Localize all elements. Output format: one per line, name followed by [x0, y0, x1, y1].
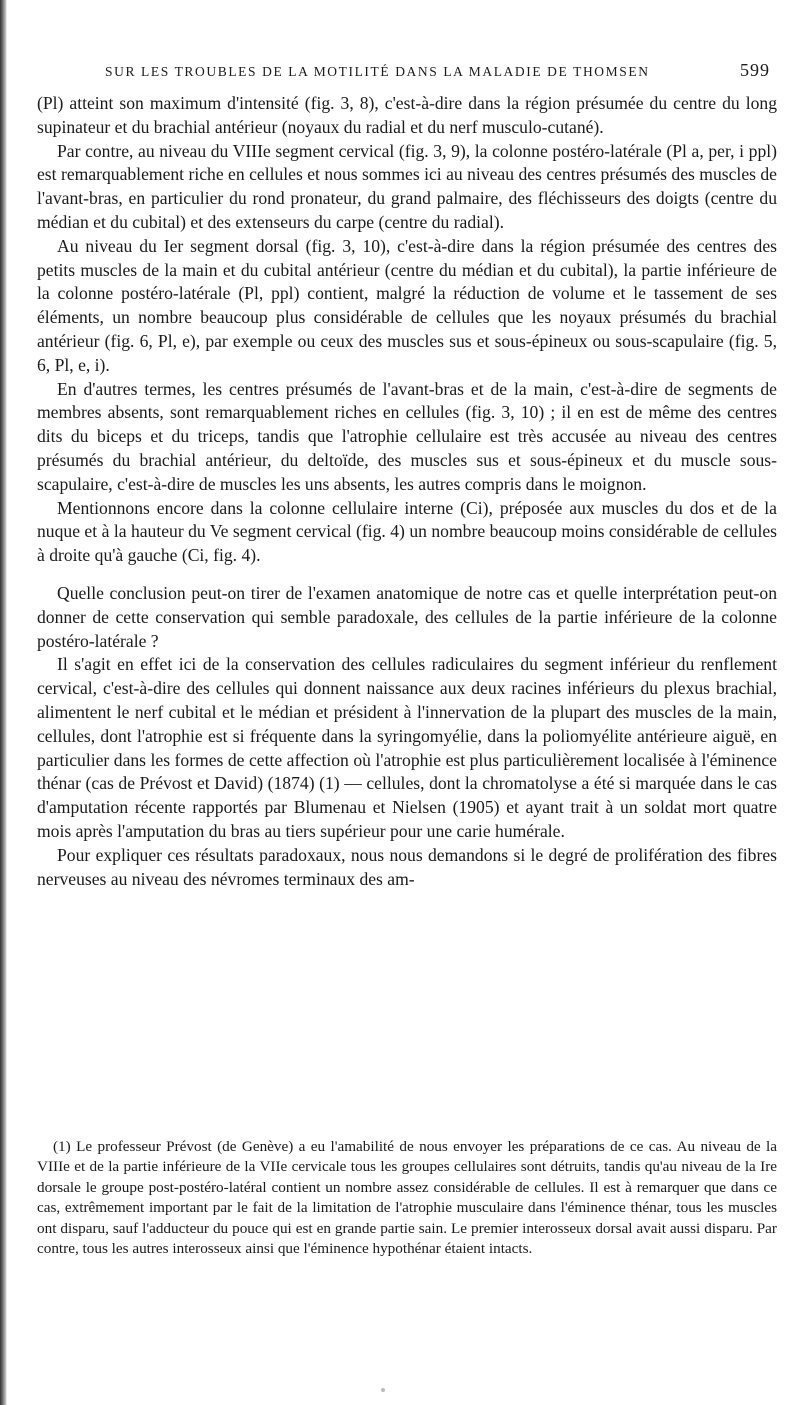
- paragraph: Pour expliquer ces résultats paradoxaux, nous nous demandons si le degré de prolifération des fibres nerveuses au niveau des névromes terminaux des am-: [37, 844, 777, 889]
- page-binding-edge: [0, 0, 7, 1405]
- running-title: SUR LES TROUBLES DE LA MOTILITÉ DANS LA MALADIE DE THOMSEN: [105, 64, 650, 79]
- paragraph: Quelle conclusion peut-on tirer de l'examen anatomique de notre cas et quelle interprétation peut-on donner de cette conservation qui semble paradoxale, des cellules de la partie inférieure de la colonne postéro-latérale ?: [37, 582, 777, 651]
- scan-speck: [381, 1388, 385, 1392]
- paragraph: Par contre, au niveau du VIIIe segment cervical (fig. 3, 9), la colonne postéro-latérale (Pl a, per, i ppl) est remarquablement riche en cellules et nous sommes ici au niveau des centres présumés des muscles de l'avant-bras, en particulier du rond pronateur, du grand palmaire, des fléchisseurs des doigts (centre du médian et du cubital) et des extenseurs du carpe (centre du radial).: [37, 140, 777, 232]
- paragraph: Mentionnons encore dans la colonne cellulaire interne (Ci), préposée aux muscles du dos et de la nuque et à la hauteur du Ve segment cervical (fig. 4) un nombre beaucoup moins considérable de cellules à droite qu'à gauche (Ci, fig. 4).: [37, 497, 777, 566]
- page-number: 599: [740, 60, 770, 80]
- paragraph: Il s'agit en effet ici de la conservation des cellules radiculaires du segment inférieur du renflement cervical, c'est-à-dire des cellules qui donnent naissance aux deux racines inférieurs du plexus brachial, alimentent le nerf cubital et le médian et président à l'innervation de la plupart des muscles de la main, cellules, dont l'atrophie est si fréquente dans la syringomyélie, dans la poliomyélite antérieure aiguë, en particulier dans les formes de cette affection où l'atrophie est plus particulièrement localisée à l'éminence thénar (cas de Prévost et David) (1874) (1) — cellules, dont la chromatolyse a été si marquée dans le cas d'amputation récente rapportés par Blumenau et Nielsen (1905) et ayant trait à un soldat mort quatre mois après l'amputation du bras au tiers supérieur pour une carie humérale.: [37, 654, 777, 841]
- paragraph: En d'autres termes, les centres présumés de l'avant-bras et de la main, c'est-à-dire de segments de membres absents, sont remarquablement riches en cellules (fig. 3, 10) ; il en est de même des centres dits du biceps et du triceps, tandis que l'atrophie cellulaire est très accusée au niveau des centres présumés du brachial antérieur, du deltoïde, des muscles sus et sous-épineux et du muscle sous-scapulaire, c'est-à-dire de muscles les uns absents, les autres compris dans le moignon.: [37, 378, 777, 494]
- footnote: (1) Le professeur Prévost (de Genève) a eu l'amabilité de nous envoyer les préparations de ce cas. Au niveau de la VIIIe et de la partie inférieure de la VIIe cervicale tous les groupes cellulaires sont détruits, tandis qu'au niveau de la Ire dorsale le groupe post-postéro-latéral contient un nombre assez considérable de cellules. Il est à remarquer que dans ce cas, extrêmement important par le fait de la limitation de l'atrophie musculaire dans l'éminence thénar, tous les muscles ont disparu, sauf l'adducteur du pouce qui est en grande partie sain. Le premier interosseux dorsal avait aussi disparu. Par contre, tous les autres interosseux ainsi que l'éminence hypothénar étaient intacts.: [37, 1138, 777, 1258]
- running-header: [105, 60, 770, 81]
- paragraph: (Pl) atteint son maximum d'intensité (fig. 3, 8), c'est-à-dire dans la région présumée du centre du long supinateur et du brachial antérieur (noyaux du radial et du nerf musculo-cutané).: [37, 93, 777, 137]
- paragraph: Au niveau du Ier segment dorsal (fig. 3, 10), c'est-à-dire dans la région présumée des centres des petits muscles de la main et du cubital antérieur (centre du médian et du cubital), la partie inférieure de la colonne postéro-latérale (Pl, ppl) contient, malgré la réduction de volume et le tassement de ses éléments, un nombre beaucoup plus considérable de cellules que les noyaux présumés du brachial antérieur (fig. 6, Pl, e), par exemple ou ceux des muscles sus et sous-épineux ou sous-scapulaire (fig. 5, 6, Pl, e, i).: [37, 235, 777, 375]
- main-text: [37, 92, 777, 891]
